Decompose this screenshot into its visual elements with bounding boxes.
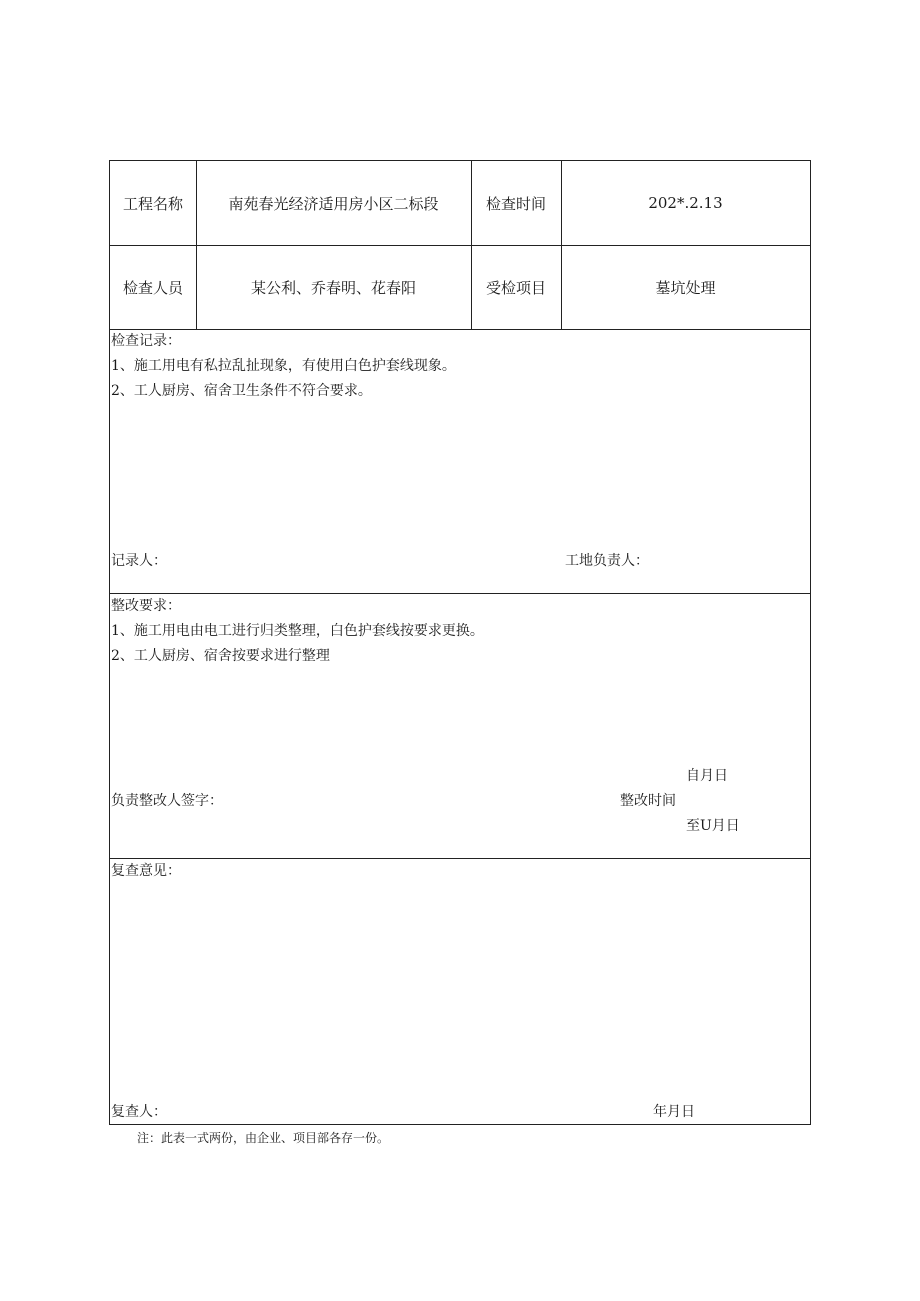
project-name-value: 南苑春光经济适用房小区二标段 xyxy=(228,194,439,213)
footnote: 注：此表一式两份，由企业、项目部各存一份。 xyxy=(137,1131,390,1145)
row-divider xyxy=(110,858,810,859)
row-divider xyxy=(110,593,810,594)
inspected-item-value: 墓坑处理 xyxy=(655,278,716,297)
row-divider xyxy=(110,329,810,330)
inspection-form-table xyxy=(109,160,811,1125)
inspection-record-item: 2、工人厨房、宿舍卫生条件不符合要求。 xyxy=(111,383,372,399)
reviewer-label: 复查人： xyxy=(111,1104,167,1120)
check-time-label: 检查时间 xyxy=(485,194,546,213)
project-name-label: 工程名称 xyxy=(122,194,183,213)
rectification-date-to: 至U月日 xyxy=(686,818,740,834)
rectification-signer-label: 负责整改人签字： xyxy=(111,793,223,809)
recorder-label: 记录人： xyxy=(111,553,167,569)
inspection-record-item: 1、施工用电有私拉乱扯现象，有使用白色护套线现象。 xyxy=(111,358,456,374)
inspection-record-title: 检查记录： xyxy=(111,333,181,349)
inspectors-value: 某公利、乔春明、花春阳 xyxy=(250,278,416,297)
check-time-value: 202*.2.13 xyxy=(648,194,723,212)
rectification-title: 整改要求： xyxy=(111,598,181,614)
inspectors-label: 检查人员 xyxy=(122,278,183,297)
inspected-item-label: 受检项目 xyxy=(485,278,546,297)
rectification-date-from: 自月日 xyxy=(686,768,728,784)
rectification-item: 1、施工用电由电工进行归类整理，白色护套线按要求更换。 xyxy=(111,623,484,639)
rectification-item: 2、工人厨房、宿舍按要求进行整理 xyxy=(111,648,330,664)
site-manager-label: 工地负责人： xyxy=(565,553,649,569)
rectification-time-label: 整改时间 xyxy=(620,793,676,809)
review-date: 年月日 xyxy=(653,1104,695,1120)
review-title: 复查意见： xyxy=(111,863,181,879)
